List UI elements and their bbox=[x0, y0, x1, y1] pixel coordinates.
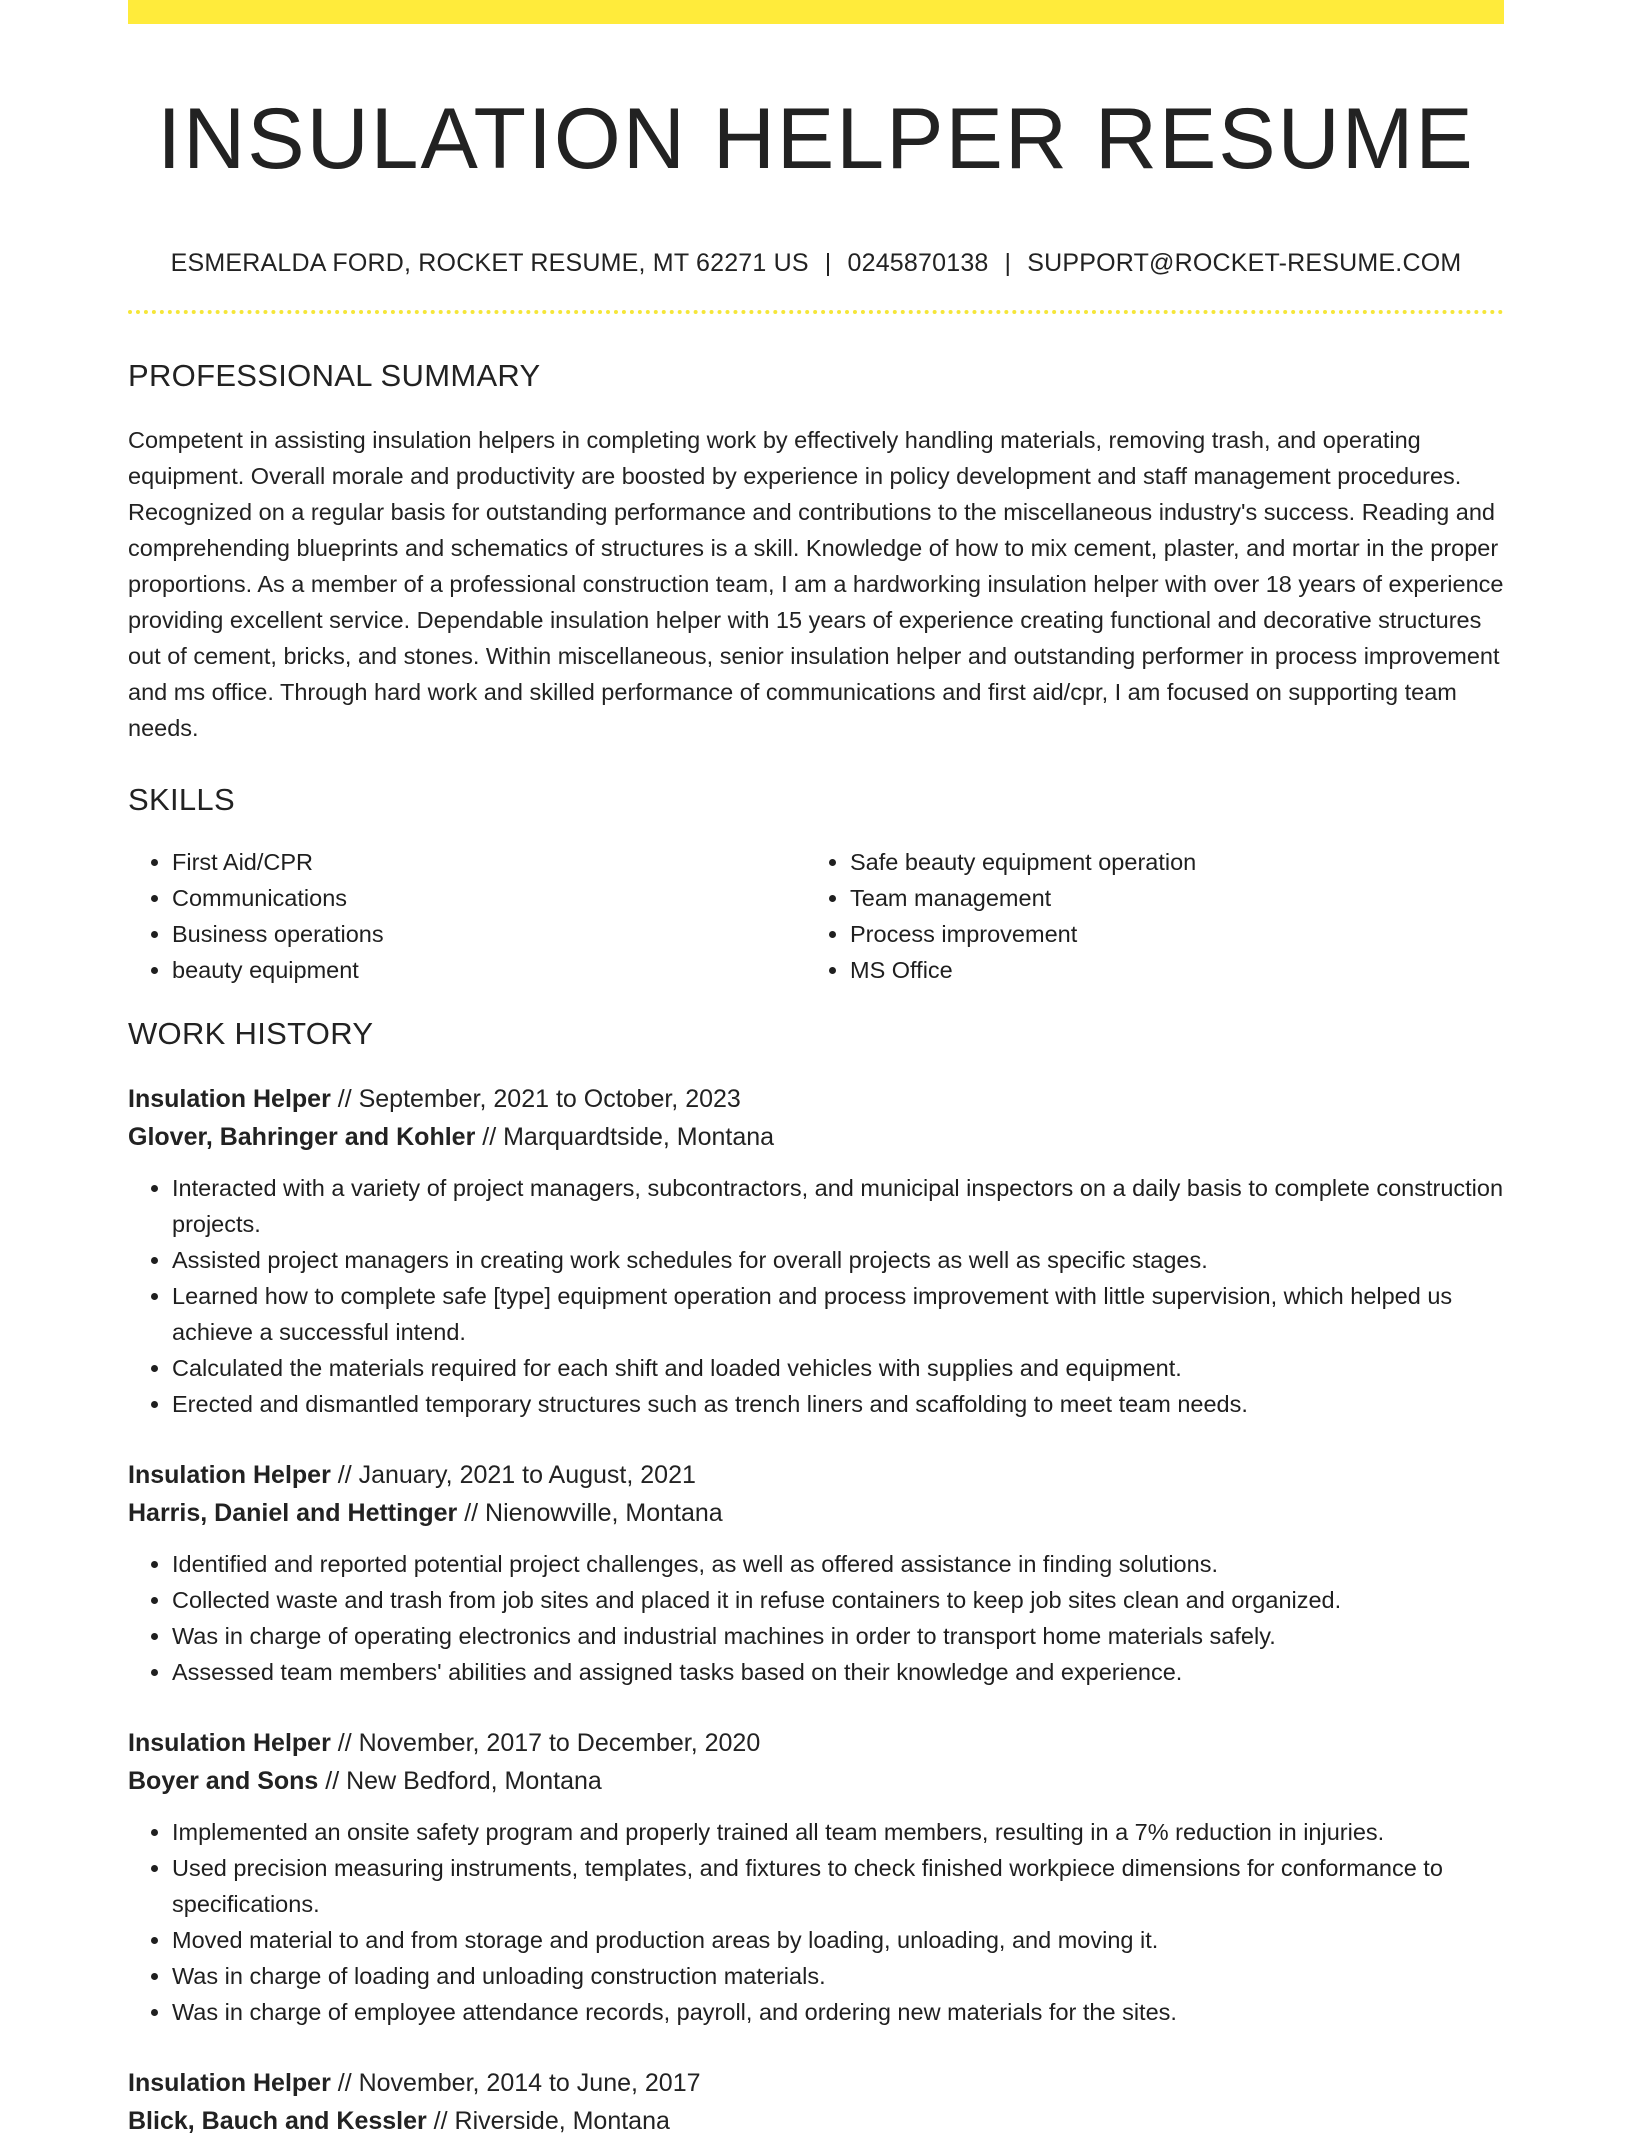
skill-item: • Team management bbox=[850, 880, 1484, 916]
job-entry bbox=[128, 2064, 1504, 2140]
job-company: Harris, Daniel and Hettinger bbox=[128, 1499, 458, 1528]
job-title-line bbox=[128, 1080, 1504, 1118]
skill-item: • Process improvement bbox=[850, 916, 1484, 952]
job-company-line bbox=[128, 1118, 1504, 1156]
resume-title: INSULATION HELPER RESUME bbox=[157, 91, 1475, 187]
skill-item: • Safe beauty equipment operation bbox=[850, 844, 1484, 880]
job-bullet: • Erected and dismantled temporary structures such as trench liners and scaffolding to meet team needs. bbox=[172, 1386, 1504, 1422]
job-bullet: • Calculated the materials required for each shift and loaded vehicles with supplies and equipment. bbox=[172, 1350, 1504, 1386]
job-title: Insulation Helper bbox=[128, 1729, 331, 1758]
job-company-line bbox=[128, 1762, 1504, 1800]
job-entry bbox=[128, 1456, 1504, 1690]
job-bullet: • Assessed team members' abilities and assigned tasks based on their knowledge and experience. bbox=[172, 1654, 1504, 1690]
skills-section bbox=[128, 782, 1504, 988]
job-bullet: • Used precision measuring instruments, templates, and fixtures to check finished workpiece dimensions for conformance to specifications. bbox=[172, 1850, 1504, 1922]
job-entry bbox=[128, 1724, 1504, 2030]
job-title-line bbox=[128, 2064, 1504, 2102]
job-bullet: • Was in charge of loading and unloading construction materials. bbox=[172, 1958, 1504, 1994]
contact-email: SUPPORT@ROCKET-RESUME.COM bbox=[1027, 249, 1462, 278]
contact-address: ESMERALDA FORD, ROCKET RESUME, MT 62271 US bbox=[170, 249, 809, 278]
job-location: // Riverside, Montana bbox=[426, 2107, 670, 2136]
job-title: Insulation Helper bbox=[128, 1085, 331, 1114]
job-bullet: • Implemented an onsite safety program and properly trained all team members, resulting in a 7% reduction in injuries. bbox=[172, 1814, 1504, 1850]
job-bullet: • Moved material to and from storage and production areas by loading, unloading, and moving it. bbox=[172, 1922, 1504, 1958]
job-dates: // November, 2017 to December, 2020 bbox=[330, 1729, 761, 1758]
job-company-line bbox=[128, 2102, 1504, 2140]
skill-item: • Business operations bbox=[172, 916, 806, 952]
job-title-line bbox=[128, 1456, 1504, 1494]
job-location: // Marquardtside, Montana bbox=[475, 1123, 775, 1152]
job-bullet: • Was in charge of operating electronics and industrial machines in order to transport home materials safely. bbox=[172, 1618, 1504, 1654]
job-company: Glover, Bahringer and Kohler bbox=[128, 1123, 476, 1152]
job-title: Insulation Helper bbox=[128, 1461, 331, 1490]
skill-item: • MS Office bbox=[850, 952, 1484, 988]
job-dates: // September, 2021 to October, 2023 bbox=[330, 1085, 741, 1114]
skill-item: • Communications bbox=[172, 880, 806, 916]
job-bullets bbox=[128, 1170, 1504, 1422]
job-location: // New Bedford, Montana bbox=[318, 1767, 602, 1796]
job-bullet: • Identified and reported potential project challenges, as well as offered assistance in finding solutions. bbox=[172, 1546, 1504, 1582]
job-bullet: • Interacted with a variety of project managers, subcontractors, and municipal inspectors on a daily basis to complete construction projects. bbox=[172, 1170, 1504, 1242]
accent-bar bbox=[128, 0, 1504, 24]
contact-phone: 0245870138 bbox=[847, 249, 989, 278]
dotted-divider bbox=[128, 310, 1504, 314]
job-title-line bbox=[128, 1724, 1504, 1762]
job-dates: // January, 2021 to August, 2021 bbox=[330, 1461, 696, 1490]
job-bullets bbox=[128, 1546, 1504, 1690]
skills-left-column bbox=[128, 844, 806, 988]
skills-heading: SKILLS bbox=[128, 782, 235, 818]
summary-text: Competent in assisting insulation helpers in completing work by effectively handling materials, removing trash, and operating equipment. Overall morale and productivity are boosted by experience in policy development and staff management procedures. Recognized on a regular basis for outstanding performance and contributions to the miscellaneous industry's success. Reading and comprehending blueprints and schematics of structures is a skill. Knowledge of how to mix cement, plaster, and mortar in the proper proportions. As a member of a professional construction team, I am a hardworking insulation helper with over 18 years of experience providing excellent service. Dependable insulation helper with 15 years of experience creating functional and decorative structures out of cement, bricks, and stones. Within miscellaneous, senior insulation helper and outstanding performer in process improvement and ms office. Through hard work and skilled performance of communications and first aid/cpr, I am focused on supporting team needs. bbox=[128, 427, 1504, 742]
skill-item: • beauty equipment bbox=[172, 952, 806, 988]
job-bullet: • Collected waste and trash from job sites and placed it in refuse containers to keep job sites clean and organized. bbox=[172, 1582, 1504, 1618]
job-company-line bbox=[128, 1494, 1504, 1532]
skills-right-column bbox=[806, 844, 1484, 988]
work-history-heading: WORK HISTORY bbox=[128, 1016, 374, 1052]
job-entry bbox=[128, 1080, 1504, 1422]
job-dates: // November, 2014 to June, 2017 bbox=[330, 2069, 701, 2098]
job-title: Insulation Helper bbox=[128, 2069, 331, 2098]
resume-page bbox=[128, 0, 1504, 2140]
contact-line bbox=[128, 249, 1504, 278]
job-company: Blick, Bauch and Kessler bbox=[128, 2107, 427, 2136]
contact-separator: | bbox=[824, 249, 832, 278]
work-history-section bbox=[128, 1016, 1504, 2140]
summary-section bbox=[128, 358, 1504, 746]
job-bullet: • Was in charge of employee attendance records, payroll, and ordering new materials for the sites. bbox=[172, 1994, 1504, 2030]
summary-heading: PROFESSIONAL SUMMARY bbox=[128, 358, 541, 394]
job-bullet: • Learned how to complete safe [type] equipment operation and process improvement with little supervision, which helped us achieve a successful intend. bbox=[172, 1278, 1504, 1350]
job-location: // Nienowville, Montana bbox=[457, 1499, 723, 1528]
skills-grid bbox=[128, 844, 1504, 988]
job-company: Boyer and Sons bbox=[128, 1767, 319, 1796]
skill-item: • First Aid/CPR bbox=[172, 844, 806, 880]
job-bullets bbox=[128, 1814, 1504, 2030]
job-bullet: • Assisted project managers in creating work schedules for overall projects as well as specific stages. bbox=[172, 1242, 1504, 1278]
contact-separator: | bbox=[1004, 249, 1012, 278]
